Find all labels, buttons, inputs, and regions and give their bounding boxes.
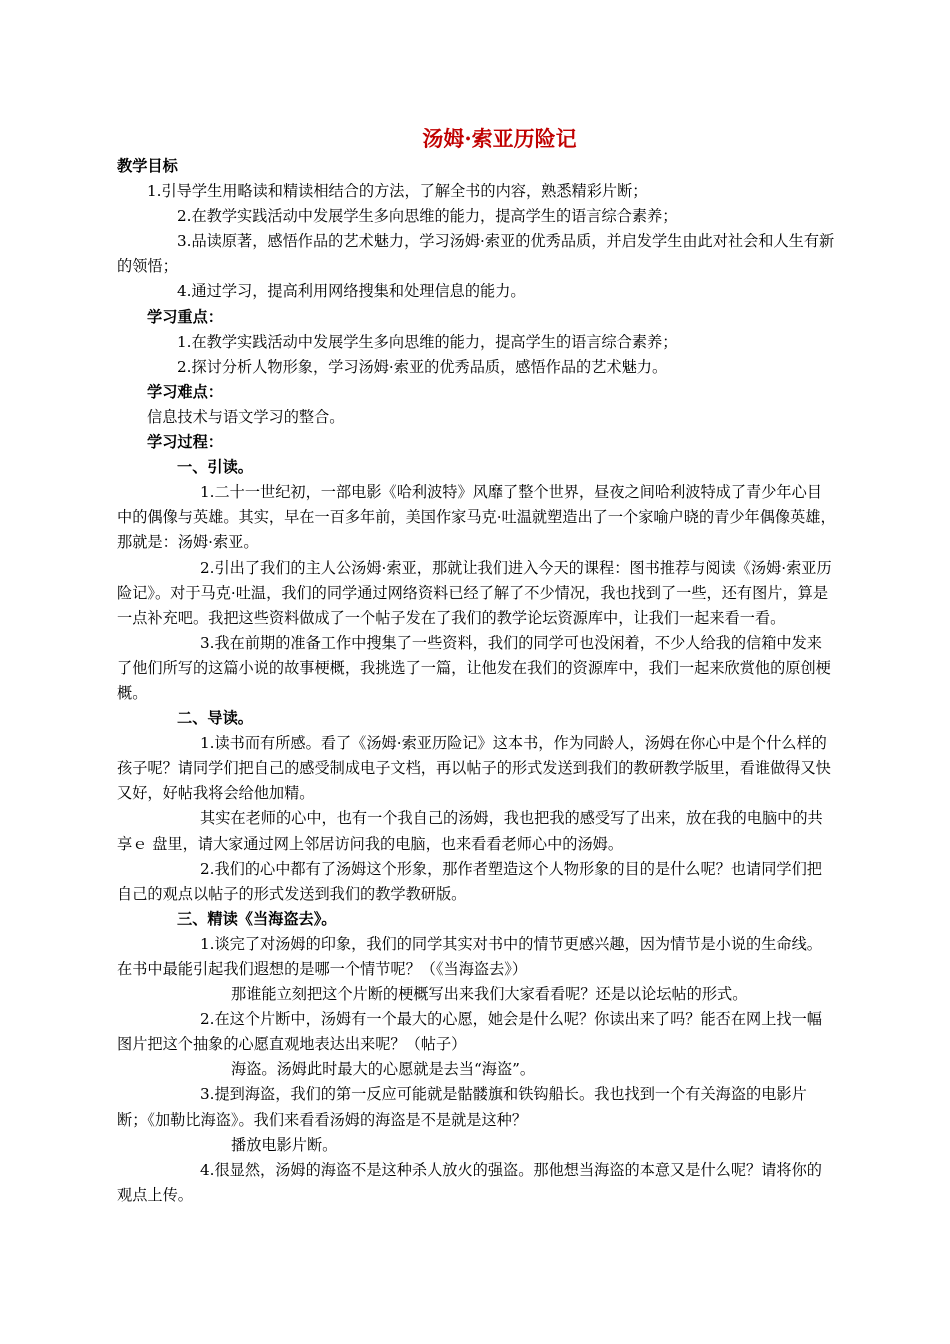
difficulty-text: 信息技术与语文学习的整合。 <box>147 407 345 426</box>
process-heading: 学习过程： <box>147 433 223 452</box>
section-paragraph: 海盗。汤姆此时最大的心愿就是去当“海盗”。 <box>231 1060 536 1079</box>
section-paragraph: 其实在老师的心中，也有一个我自己的汤姆，我也把我的感受写了出来，放在我的电脑中的共享ｅ 盘里，请大家通过网上邻居访问我的电脑，也来看看老师心中的汤姆。 <box>117 809 823 853</box>
section-paragraph: 2.我们的心中都有了汤姆这个形象，那作者塑造这个人物形象的目的是什么呢？也请同学们把自己的观点以帖子的形式发送到我们的教学教研版。 <box>117 859 822 903</box>
section-paragraph: 3.提到海盗，我们的第一反应可能就是骷髅旗和铁钩船长。我也找到一个有关海盗的电影片断；《加勒比海盗》。我们来看看汤姆的海盗是不是就是这种？ <box>117 1085 807 1129</box>
section-paragraph: 1.二十一世纪初，一部电影《哈利波特》风靡了整个世界，昼夜之间哈利波特成了青少年心目中的偶像与英雄。其实，早在一百多年前，美国作家马克·吐温就塑造出了一个家喻户晓的青少年偶像英雄，那就是：汤姆·索亚。 <box>117 483 836 552</box>
goal-item: 4.通过学习，提高利用网络搜集和处理信息的能力。 <box>177 282 526 301</box>
section-paragraph: 2.引出了我们的主人公汤姆·索亚，那就让我们进入今天的课程：图书推荐与阅读《汤姆·索亚历险记》。对于马克·吐温，我们的同学通过网络资料已经了解了不少情况，我也找到了一些，还有图片，算是一点补充吧。我把这些资料做成了一个帖子发在了我们的教学论坛资源库中，让我们一起来看一看。 <box>117 558 832 627</box>
section-heading: 三、精读《当海盗去》。 <box>177 909 337 928</box>
section-paragraph: 那谁能立刻把这个片断的梗概写出来我们大家看看呢？还是以论坛帖的形式。 <box>231 985 748 1004</box>
section-paragraph: 播放电影片断。 <box>231 1135 338 1154</box>
goals-heading: 教学目标 <box>117 157 178 175</box>
goal-item: 3.品读原著，感悟作品的艺术魅力，学习汤姆·索亚的优秀品质，并启发学生由此对社会和人生有新的领悟； <box>117 232 835 276</box>
focus-heading: 学习重点： <box>147 307 223 326</box>
section-heading: 一、引读。 <box>177 458 253 477</box>
document-page <box>117 124 837 1208</box>
section-heading: 二、导读。 <box>177 709 253 728</box>
focus-item: 1.在教学实践活动中发展学生多向思维的能力，提高学生的语言综合素养； <box>177 332 678 351</box>
goal-item: 1.引导学生用略读和精读相结合的方法，了解全书的内容，熟悉精彩片断； <box>147 182 648 201</box>
section-paragraph: 1.谈完了对汤姆的印象，我们的同学其实对书中的情节更感兴趣，因为情节是小说的生命线。在书中最能引起我们遐想的是哪一个情节呢？（《当海盗去》） <box>117 934 822 978</box>
page-title: 汤姆·索亚历险记 <box>422 126 577 151</box>
section-paragraph: 1.读书而有所感。看了《汤姆·索亚历险记》这本书，作为同龄人，汤姆在你心中是个什么样的孩子呢？请同学们把自己的感受制成电子文档，再以帖子的形式发送到我们的教研教学版里，看谁做得又快又好，好帖我将会给他加精。 <box>117 734 831 803</box>
difficulty-heading: 学习难点： <box>147 382 223 401</box>
section-paragraph: 2.在这个片断中，汤姆有一个最大的心愿，她会是什么呢？你读出来了吗？能否在网上找一幅图片把这个抽象的心愿直观地表达出来呢？（帖子） <box>117 1010 822 1054</box>
section-paragraph: 3.我在前期的准备工作中搜集了一些资料，我们的同学可也没闲着，不少人给我的信箱中发来了他们所写的这篇小说的故事梗概，我挑选了一篇，让他发在我们的资源库中，我们一起来欣赏他的原创梗概。 <box>117 633 831 702</box>
goal-item: 2.在教学实践活动中发展学生多向思维的能力，提高学生的语言综合素养； <box>177 207 678 226</box>
focus-item: 2.探讨分析人物形象，学习汤姆·索亚的优秀品质，感悟作品的艺术魅力。 <box>177 357 668 376</box>
section-paragraph: 4.很显然，汤姆的海盗不是这种杀人放火的强盗。那他想当海盗的本意又是什么呢？请将你的观点上传。 <box>117 1160 822 1204</box>
